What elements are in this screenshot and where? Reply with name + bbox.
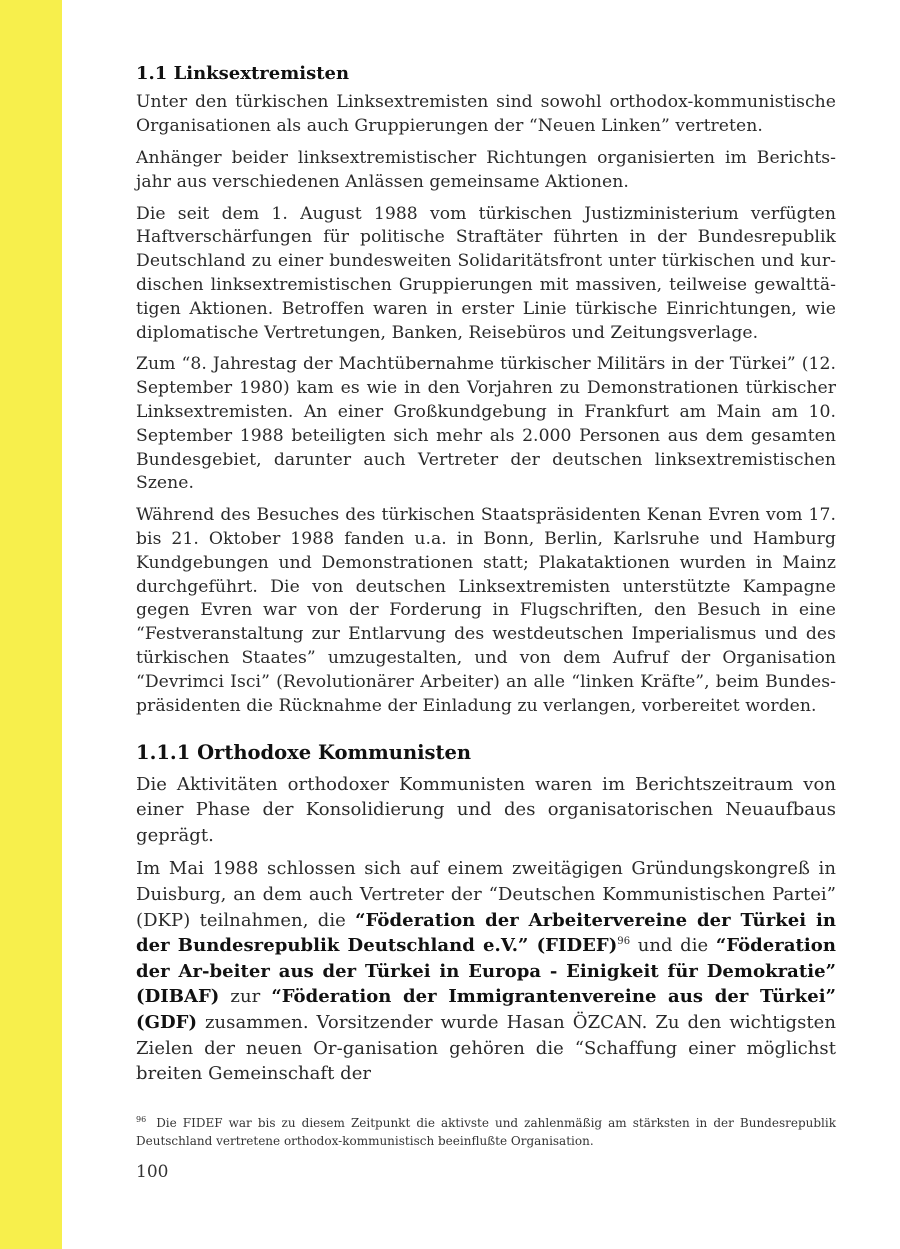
paragraph-text: zur <box>219 986 272 1008</box>
org-name-gdf: “Föderation der Immigrantenvereine aus der Türkei” (GDF) <box>136 986 836 1033</box>
paragraph-text: zusammen. Vorsitzender wurde Hasan ÖZCAN. Zu den wichtigsten Zielen der neuen Or-ganisation gehören die “Schaffung einer möglichst breiten Gemeinschaft der <box>136 1012 836 1085</box>
section-paragraph-3: Die seit dem 1. August 1988 vom türkischen Justizministerium verfügten Haftverschärfungen für politische Straftäter führten in der Bundesrepublik Deutschland zu einer bundesweiten Solidaritätsfront unter türkischen und kur-dischen linksextremistischen Gruppierungen mit massiven, teilweise gewalttä-tigen Aktionen. Betroffen waren in erster Linie türkische Einrichtungen, wie diplomatische Vertretungen, Banken, Reisebüros und Zeitungsverlage. <box>136 203 836 343</box>
subsection-paragraph-1: Die Aktivitäten orthodoxer Kommunisten waren im Berichtszeitraum von einer Phase der Konsolidierung und des organisatorischen Neuaufbaus geprägt. <box>136 773 836 846</box>
highlight-strip <box>0 0 62 1249</box>
section-heading: 1.1 Linksextremisten <box>136 63 350 84</box>
subsection-heading: 1.1.1 Orthodoxe Kommunisten <box>136 741 472 765</box>
subsection-paragraph-2 <box>136 856 836 1086</box>
footnote-number: 96 <box>136 1115 147 1124</box>
paragraph-text: Im Mai 1988 schlossen sich auf einem zweitägigen Gründungskongreß in Duisburg, an dem auch Vertreter der “Deutschen Kommunistischen Partei” (DKP) teilnahmen, die <box>136 858 836 931</box>
section-paragraph-2: Anhänger beider linksextremistischer Richtungen organisierten im Berichts-jahr aus verschiedenen Anlässen gemeinsame Aktionen. <box>136 147 836 192</box>
page-number: 100 <box>136 1162 169 1182</box>
section-paragraph-5: Während des Besuches des türkischen Staatspräsidenten Kenan Evren vom 17. bis 21. Oktober 1988 fanden u.a. in Bonn, Berlin, Karlsruhe und Hamburg Kundgebungen und Demonstrationen statt; Plakataktionen wurden in Mainz durchgeführt. Die von deutschen Linksextremisten unterstützte Kampagne gegen Evren war von der Forderung in Flugschriften, den Besuch in eine “Festveranstaltung zur Entlarvung des westdeutschen Imperialismus und des türkischen Staates” umzugestalten, und von dem Aufruf der Organisation “Devrimci Isci” (Revolutionärer Arbeiter) an alle “linken Kräfte”, beim Bundes-präsidenten die Rücknahme der Einladung zu verlangen, vorbereitet worden. <box>136 505 836 716</box>
paragraph-text: und die <box>630 935 716 957</box>
section-paragraph-1: Unter den türkischen Linksextremisten sind sowohl orthodox-kommunistische Organisationen als auch Gruppierungen der “Neuen Linken” vertreten. <box>136 92 836 137</box>
footnote <box>136 1114 836 1150</box>
section-paragraph-4: Zum “8. Jahrestag der Machtübernahme türkischer Militärs in der Türkei” (12. September 1980) kam es wie in den Vorjahren zu Demonstrationen türkischer Linksextremisten. An einer Großkundgebung in Frankfurt am Main am 10. September 1988 beteiligten sich mehr als 2.000 Personen aus dem gesamten Bundesgebiet, darunter auch Vertreter der deutschen linksextremistischen Szene. <box>136 354 836 494</box>
page-content <box>136 62 836 1095</box>
subsection <box>136 740 836 1086</box>
org-name-fidef: “Föderation der Arbeitervereine der Türkei in der Bundesrepublik Deutschland e.V.” (FIDEF) <box>136 909 836 957</box>
footnote-text: Die FIDEF war bis zu diesem Zeitpunkt die aktivste und zahlenmäßig am stärksten in der Bundesrepublik Deutschland vertretene orthodox-kommunistisch beeinflußte Organisation. <box>136 1116 836 1148</box>
footnote-reference: 96 <box>617 936 631 948</box>
org-name-dibaf: “Föderation der Ar-beiter aus der Türkei in Europa - Einigkeit für Demokratie” (DIBAF) <box>136 935 836 1008</box>
